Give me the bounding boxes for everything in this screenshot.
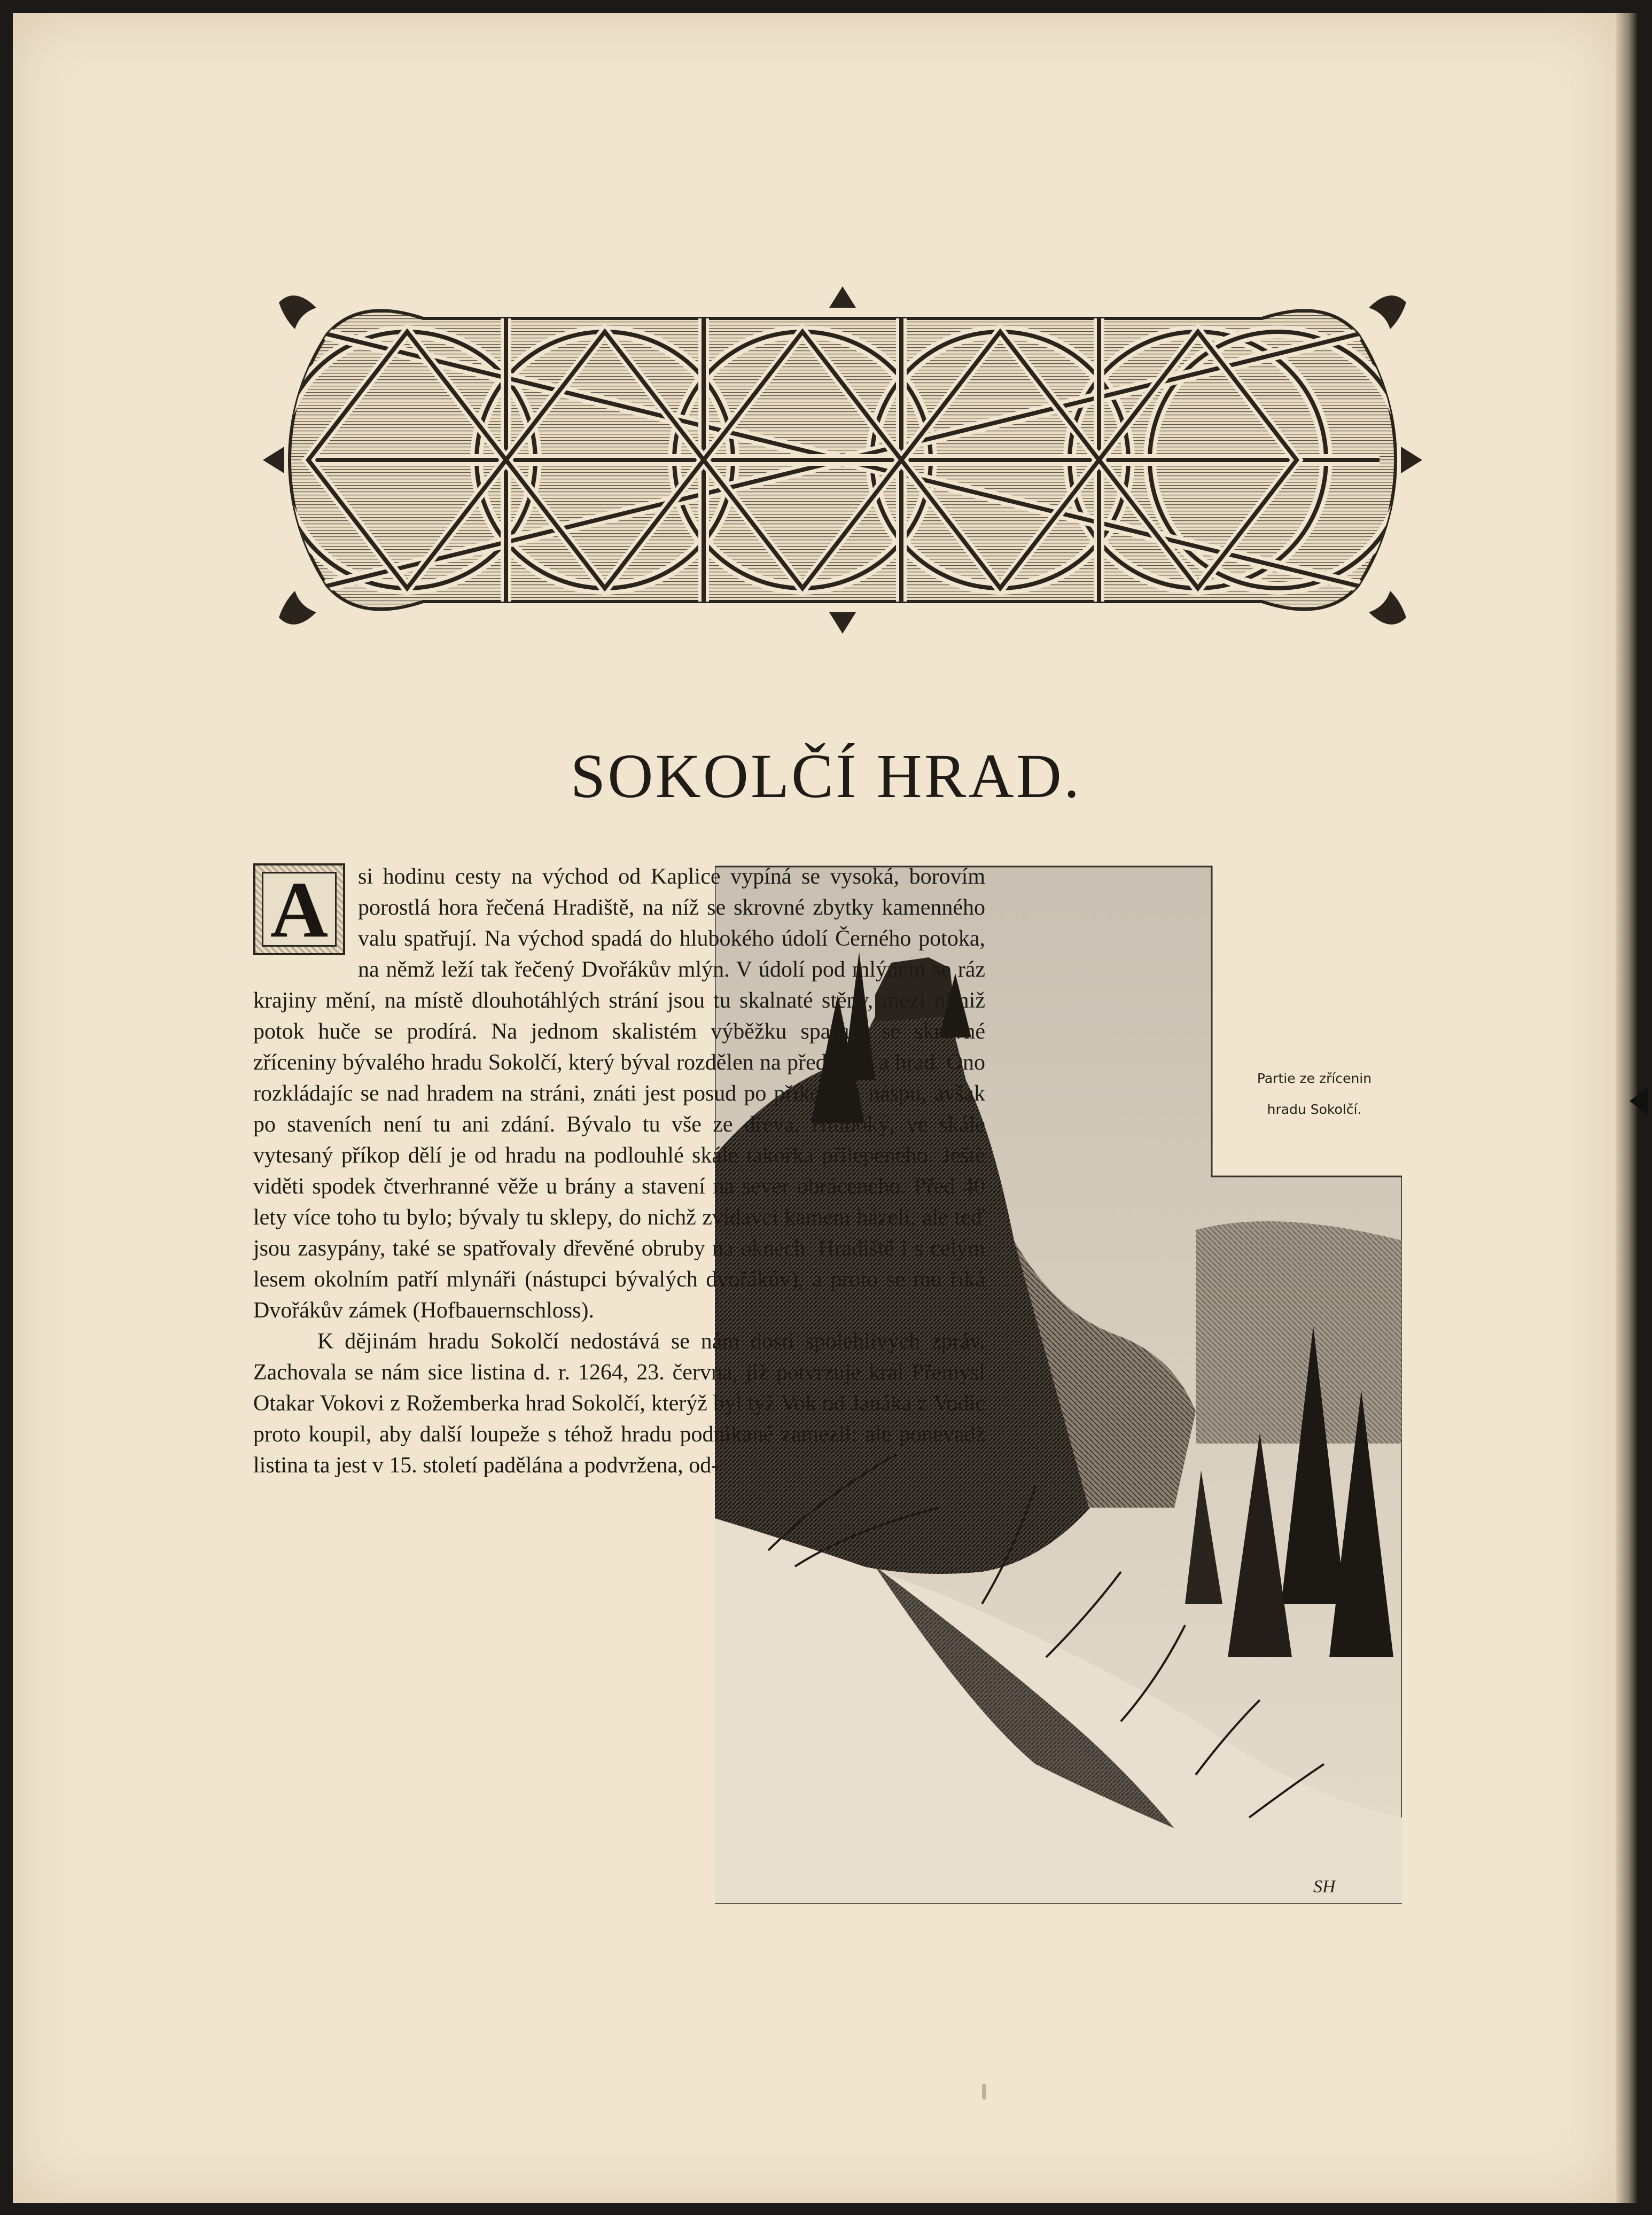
paragraph-1: si hodinu cesty na východ od Kaplice vypíná se vysoká, borovím porostlá hora řečená Hradiště, na níž se skrovné zbytky kamenného valu spatřují. Na východ spadá do hlubokého údolí Černého potoka, na němž leží tak řečený Dvořákův mlýn. V údolí pod mlýnem se ráz krajiny mění, na místě dlouhotáhlých strání jsou tu skalnaté stěny, mezi nimiž potok huče se prodírá. Na jednom skalistém výběžku spatřují se skrovné zříceniny bývalého hradu Sokolčí, který býval rozdělen na předhradí a hrad. Ono rozkládajíc se nad hradem na stráni, znáti jest posud po příkopu a náspu, avšak po staveních není tu ani zdání. Bývalo tu vše ze dřeva. Hluboký, ve skále vytesaný příkop dělí je od hradu na podlouhlé skále takořka přilepeného. Ještě viděti spodek čtverhranné věže u brány a stavení na sever obráceného. Před 40 lety více toho tu bylo; bývaly tu sklepy, do nichž zvídavci kamení házeli, ale teď jsou zasypány, také se spatřovaly dřevěné obruby na oknech. Hradiště i s celým lesem okolním patří mlynáři (nástupci bývalých dvořákův), a proto se mu říká Dvořákův zámek (Hofbauernschloss). bbox=[253, 864, 985, 1323]
page-title: SOKOLČÍ HRAD. bbox=[570, 741, 1082, 811]
paragraph-2: K dějinám hradu Sokolčí nedostává se nám dosti spolehlivých zpráv. Zachovala se nám sice listina d. r. 1264, 23. června, již potvrzuje král Přemysl Otakar Vokovi z Rožemberka hrad Sokolčí, kterýž byl týž Vok od Janáka z Vodic proto koupil, aby další loupeže s téhož hradu podnikané zamezil; ale ponévadž listina ta jest v 15. století padělána a podvržena, od- bbox=[253, 1329, 985, 1478]
page-marker-arrow-icon bbox=[1630, 1087, 1648, 1115]
article-text bbox=[253, 861, 985, 1481]
knotwork-ornament-icon bbox=[263, 286, 1422, 634]
caption-line-1: Partie ze zřícenin bbox=[1257, 1071, 1372, 1086]
dropcap-letter: A bbox=[270, 865, 329, 954]
dropcap-initial bbox=[253, 863, 345, 955]
illustration-caption bbox=[1213, 1063, 1416, 1125]
page-blemish bbox=[982, 2084, 986, 2100]
engraver-signature: SH bbox=[1313, 1877, 1336, 1897]
caption-line-2: hradu Sokolčí. bbox=[1267, 1102, 1362, 1117]
